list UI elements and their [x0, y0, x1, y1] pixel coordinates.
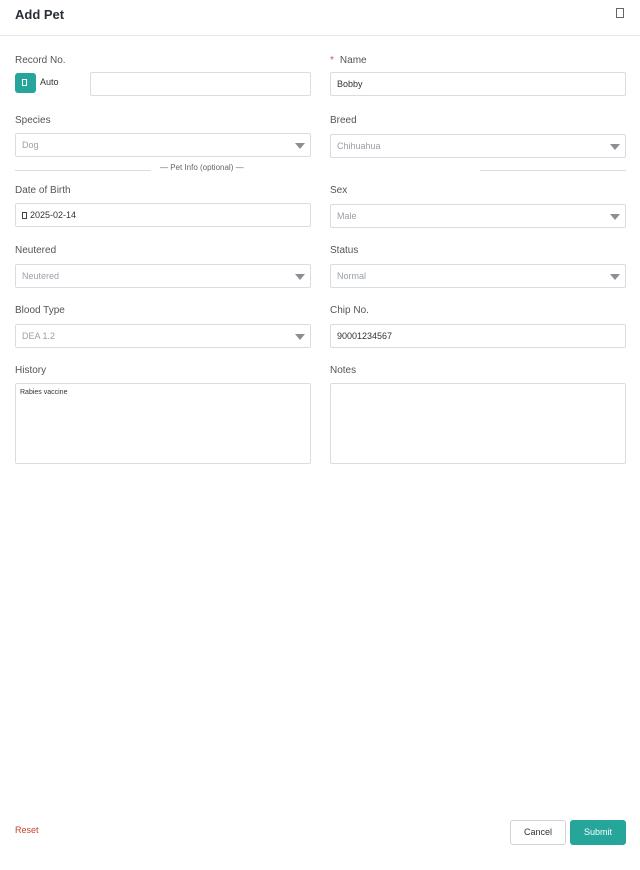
chevron-down-icon	[610, 144, 620, 150]
required-mark: *	[330, 55, 334, 66]
neutered-value: Neutered	[22, 271, 60, 281]
chevron-down-icon	[295, 334, 305, 340]
close-icon[interactable]	[616, 8, 624, 18]
status-value: Normal	[337, 271, 367, 281]
dob-label: Date of Birth	[15, 185, 71, 196]
breed-value: Chihuahua	[337, 141, 381, 151]
species-value: Dog	[22, 140, 39, 150]
chevron-down-icon	[610, 274, 620, 280]
name-label-text: Name	[339, 55, 367, 66]
history-label: History	[15, 365, 47, 376]
chip-no-label: Chip No.	[330, 305, 369, 316]
submit-button[interactable]: Submit	[570, 820, 626, 845]
neutered-select[interactable]	[15, 264, 311, 288]
notes-label: Notes	[330, 365, 357, 376]
status-label: Status	[330, 245, 359, 256]
reset-button[interactable]: Reset	[15, 825, 39, 835]
chip-no-input[interactable]: 90001234567	[330, 324, 626, 348]
record-no-input[interactable]	[90, 72, 311, 96]
status-select[interactable]	[330, 264, 626, 288]
dialog-title: Add Pet	[15, 7, 65, 22]
history-textarea[interactable]: Rabies vaccine	[15, 383, 311, 464]
calendar-icon	[22, 212, 27, 219]
record-no-label: Record No.	[15, 55, 66, 66]
name-label	[330, 55, 367, 66]
species-select[interactable]	[15, 133, 311, 157]
toggle-icon	[22, 79, 27, 86]
breed-select[interactable]	[330, 134, 626, 158]
species-label: Species	[15, 115, 51, 126]
chevron-down-icon	[295, 274, 305, 280]
cancel-button[interactable]: Cancel	[510, 820, 566, 845]
blood-type-value: DEA 1.2	[22, 331, 56, 341]
sex-label: Sex	[330, 185, 348, 196]
chevron-down-icon	[295, 143, 305, 149]
section-divider: — Pet Info (optional) —	[160, 163, 244, 172]
auto-number-toggle[interactable]	[15, 73, 36, 93]
chevron-down-icon	[610, 214, 620, 220]
blood-type-select[interactable]	[15, 324, 311, 348]
blood-type-label: Blood Type	[15, 305, 65, 316]
divider-line-right	[480, 170, 626, 171]
neutered-label: Neutered	[15, 245, 57, 256]
breed-label: Breed	[330, 115, 357, 126]
auto-toggle-label: Auto	[40, 77, 59, 87]
dob-input[interactable]	[15, 203, 311, 227]
dialog-header	[0, 0, 640, 36]
sex-value: Male	[337, 211, 357, 221]
divider-line-left	[15, 170, 151, 171]
dob-value: 2025-02-14	[30, 210, 77, 220]
sex-select[interactable]	[330, 204, 626, 228]
notes-textarea[interactable]	[330, 383, 626, 464]
name-input[interactable]: Bobby	[330, 72, 626, 96]
